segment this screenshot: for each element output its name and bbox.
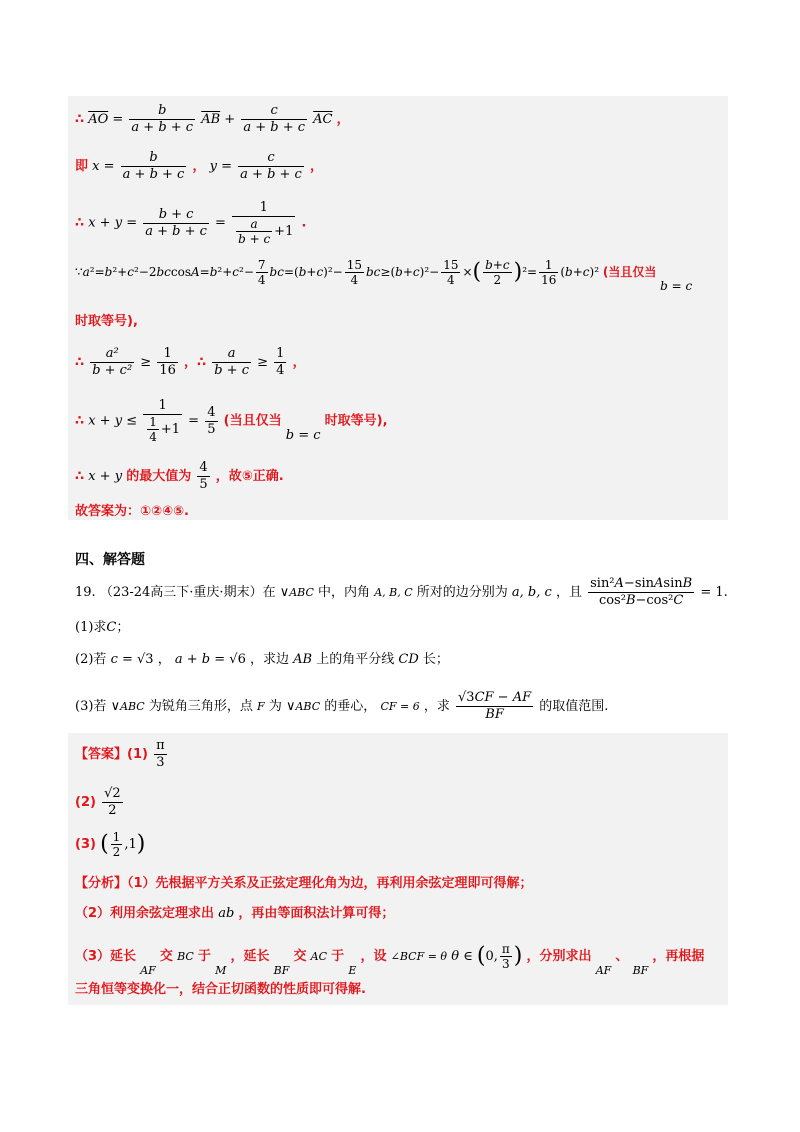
line-x-y-values: 即 x = $\frac{b}{a + b + c}$ ， y = $\frac{c}{a + b + c}$ ，	[75, 150, 323, 182]
analysis-line-4: 三角恒等变换化一，结合正切函数的性质即可得解.	[75, 982, 366, 997]
line-cosine-inequality: ∵a²=b²+c²−2bccosA=b²+c²− $\frac{7}{4}$ bc=(b+c)²− $\frac{15}{4}$ bc≥(b+c)²− $\frac{15}{4}$ ×( $\frac{b+c}{2}$ )²= $\frac{1}{16}$ (b+c)² (当且仅当 b = c	[75, 258, 693, 293]
line-ao-vector: ∴ $\overline{AO}$ = $\frac{b}{a + b + c}$ $\overline{AB}$ + $\frac{c}{a + b + c}$ $\overline{AC}$ ，	[75, 103, 350, 135]
answer-part-3: (3) ( $\frac{1}{2}$ ,1)	[75, 830, 146, 859]
analysis-line-2: （2）利用余弦定理求出 ab ，再由等面积法计算可得；	[75, 906, 395, 921]
answer-part-1: 【答案】(1) $\frac{\pi}{3}$	[75, 738, 165, 770]
line-final-answer: 故答案为：①②④⑤.	[75, 504, 189, 519]
question-part-3: (3)若 ∨ABC 为锐角三角形，点 F 为 ∨ABC 的垂心， CF = 6 ，求 $\frac{√3CF - AF}{BF}$ 的取值范围.	[75, 690, 609, 722]
line-x-plus-y: ∴ x + y = $\frac{b + c}{a + b + c}$ = 1 $\frac{a}{b + c}$ +1 .	[75, 200, 307, 246]
question-part-1: (1)求C；	[75, 620, 130, 635]
analysis-line-3: （3）延长 $_{AF}$ 交 BC 于 $_M$ ，延长 $_{BF}$ 交 AC 于 $_E$ ，设 ∠BCF = θ θ ∈ (0, $\frac{\pi}{3}$ ) ，分别求出 $_{AF}$ 、 $_{BF}$ ，再根据	[75, 942, 705, 977]
section-heading: 四、解答题	[75, 552, 145, 568]
line-max-value: ∴ x + y 的最大值为 $\frac{4}{5}$ ，故⑤正确.	[75, 460, 284, 492]
line-x-plus-y-bound: ∴ x + y ≤ 1 $\frac{1}{4}$ +1 = $\frac{4}{5}$ (当且仅当 b = c 时取等号),	[75, 398, 388, 444]
line-equality-note: 时取等号),	[75, 314, 138, 329]
analysis-line-1: 【分析】（1）先根据平方关系及正弦定理化角为边，再利用余弦定理即可得解；	[75, 876, 533, 891]
answer-part-2: (2) $\frac{√2}{2}$	[75, 786, 121, 818]
line-ratio-bounds: ∴ $\frac{\text{a²}}{\text{b + c²}}$ ≥ $\frac{1}{16}$ ，∴ $\frac{a}{b + c}$ ≥ $\frac{1}{4}$ ，	[75, 346, 306, 378]
question-part-2: (2)若 c = √3 ， a + b = √6 ，求边 AB 上的角平分线 CD 长；	[75, 652, 449, 667]
question-19-stem: 19. （23-24高三下·重庆·期末）在 ∨ABC 中，内角 A, B, C 所对的边分别为 a, b, c ，且 $\frac{\text{sin²A−sinAsinB}}{\text{cos²B−cos²C}}$ = 1.	[75, 576, 728, 608]
